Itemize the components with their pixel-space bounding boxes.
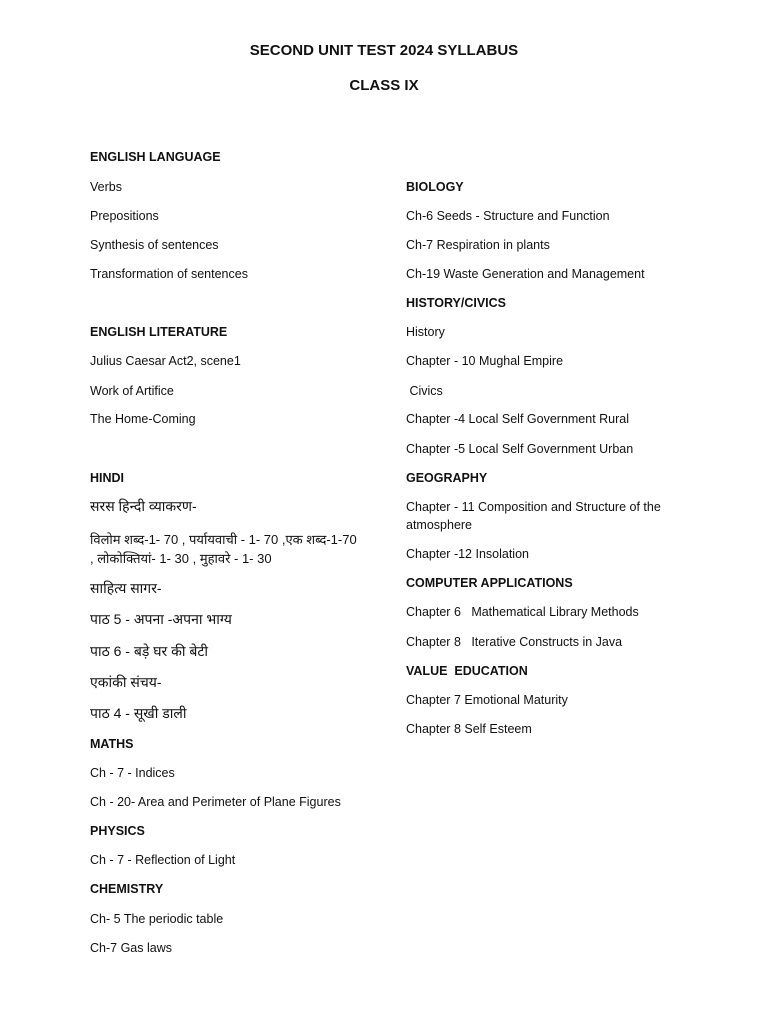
list-item: पाठ 5 - अपना -अपना भाग्य [90,611,232,627]
list-item: Chapter -12 Insolation [406,547,529,561]
english-language-heading: ENGLISH LANGUAGE [90,150,221,164]
value-education-heading: VALUE EDUCATION [406,664,528,678]
list-item: Transformation of sentences [90,267,248,281]
list-item: Chapter - 10 Mughal Empire [406,354,564,368]
page-title: SECOND UNIT TEST 2024 SYLLABUS [249,42,519,59]
hindi-heading: HINDI [90,471,125,485]
list-item: विलोम शब्द-1- 70 , पर्यायवाची - 1- 70 ,एक शब्द-1-70 , लोकोक्तियां- 1- 30 , मुहावरे - 1- 30 [90,532,357,566]
list-item: Chapter 6 Mathematical Library Methods [406,605,639,619]
list-item: Civics [406,384,443,398]
list-item: सरस हिन्दी व्याकरण- [90,498,197,514]
list-item: Work of Artifice [90,384,174,398]
list-item: साहित्य सागर- [90,580,162,596]
list-item: The Home-Coming [90,412,196,426]
list-item: Chapter -4 Local Self Government Rural [406,412,630,426]
list-item: Ch - 7 - Indices [90,766,175,780]
class-title: CLASS IX [349,77,419,94]
list-item: Chapter 7 Emotional Maturity [406,693,568,707]
computer-applications-heading: COMPUTER APPLICATIONS [406,576,573,590]
list-item: Chapter -5 Local Self Government Urban [406,442,634,456]
list-item: Ch-6 Seeds - Structure and Function [406,209,610,223]
english-literature-heading: ENGLISH LITERATURE [90,325,228,339]
list-item: History [406,325,445,339]
list-item: Synthesis of sentences [90,238,219,252]
list-item: एकांकी संचय- [90,674,162,690]
list-item: Ch-7 Gas laws [90,941,172,955]
list-item: Chapter - 11 Composition and Structure of the atmosphere [406,500,661,532]
maths-heading: MATHS [90,737,134,751]
list-item: Ch - 7 - Reflection of Light [90,853,236,867]
list-item: Verbs [90,180,122,194]
list-item: Julius Caesar Act2, scene1 [90,354,241,368]
list-item: पाठ 6 - बड़े घर की बेटी [90,643,209,659]
list-item: Ch- 5 The periodic table [90,912,224,926]
geography-heading: GEOGRAPHY [406,471,488,485]
list-item: Chapter 8 Iterative Constructs in Java [406,635,623,649]
list-item: Chapter 8 Self Esteem [406,722,532,736]
chemistry-heading: CHEMISTRY [90,882,164,896]
list-item: Ch - 20- Area and Perimeter of Plane Figures [90,795,341,809]
biology-heading: BIOLOGY [406,180,464,194]
list-item: Prepositions [90,209,159,223]
list-item: Ch-7 Respiration in plants [406,238,550,252]
list-item: Ch-19 Waste Generation and Management [406,267,645,281]
list-item: पाठ 4 - सूखी डाली [90,705,187,721]
physics-heading: PHYSICS [90,824,145,838]
history-civics-heading: HISTORY/CIVICS [406,296,507,310]
